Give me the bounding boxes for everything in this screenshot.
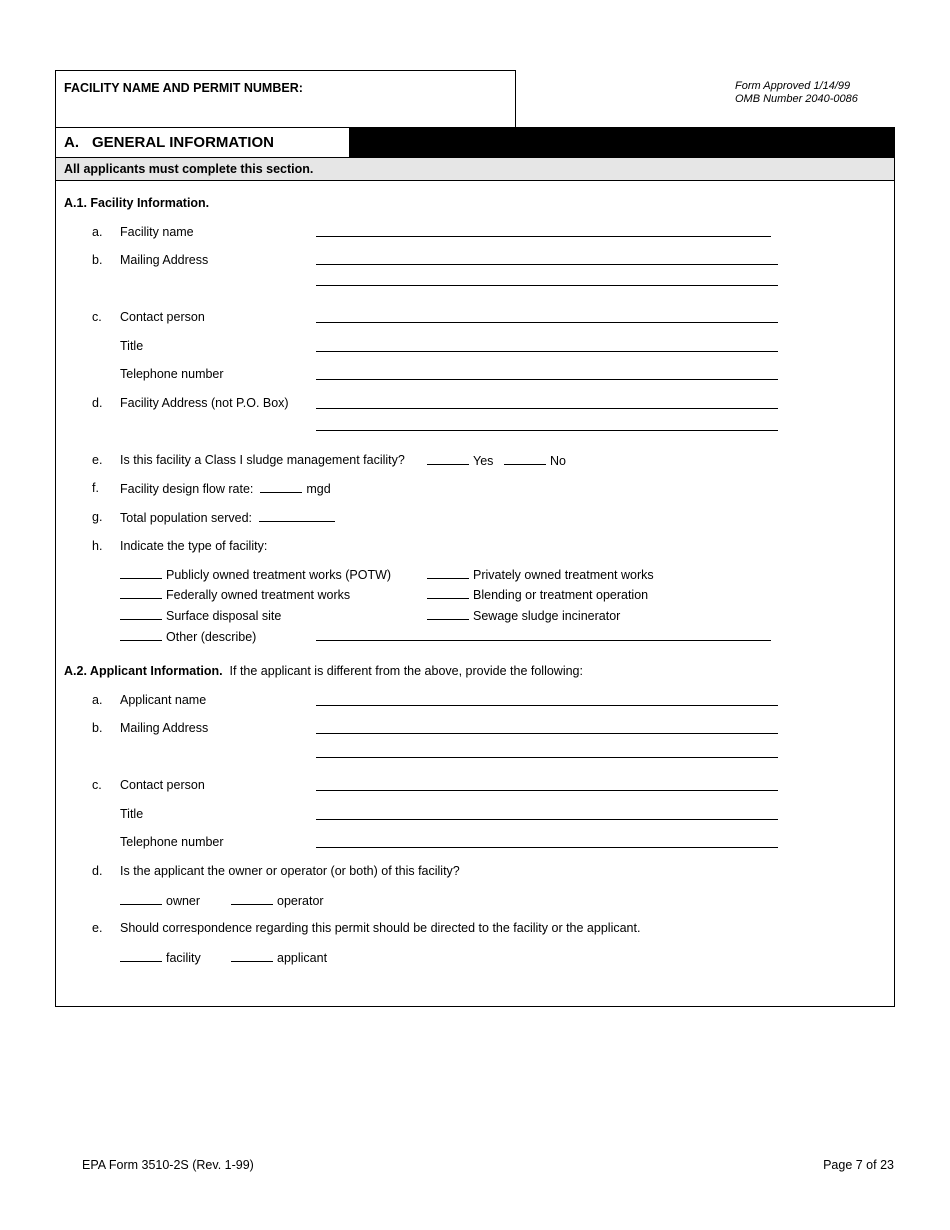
design-flow-text: Facility design flow rate: bbox=[120, 482, 254, 496]
type-surface-label: Surface disposal site bbox=[166, 609, 282, 623]
owner-operator-question: Is the applicant the owner or operator (or both) of this facility? bbox=[120, 864, 460, 878]
facility-address-input-2[interactable] bbox=[316, 430, 778, 431]
class-one-no-blank[interactable] bbox=[504, 453, 546, 465]
facility-option[interactable] bbox=[120, 950, 201, 966]
title-input[interactable] bbox=[316, 351, 778, 352]
applicant-option-label: applicant bbox=[277, 951, 328, 965]
mailing-address-input-2[interactable] bbox=[316, 285, 778, 286]
type-federal-label: Federally owned treatment works bbox=[166, 588, 351, 602]
a2-heading: A.2. Applicant Information. bbox=[64, 664, 223, 678]
type-blending-label: Blending or treatment operation bbox=[473, 588, 649, 602]
telephone-label: Telephone number bbox=[120, 367, 224, 381]
type-private-blank[interactable] bbox=[427, 567, 469, 579]
applicant-telephone-label: Telephone number bbox=[120, 835, 224, 849]
applicant-blank[interactable] bbox=[231, 950, 273, 962]
type-other-label: Other (describe) bbox=[166, 630, 257, 644]
class-one-question: Is this facility a Class I sludge management facility? bbox=[120, 453, 405, 467]
type-potw-label: Publicly owned treatment works (POTW) bbox=[166, 568, 392, 582]
type-blending-blank[interactable] bbox=[427, 587, 469, 599]
applicant-mailing-label: Mailing Address bbox=[120, 721, 209, 735]
population-input[interactable] bbox=[259, 510, 335, 522]
class-one-no-option[interactable] bbox=[504, 453, 566, 469]
contact-person-label: Contact person bbox=[120, 310, 205, 324]
design-flow-label bbox=[120, 481, 331, 497]
yes-label: Yes bbox=[473, 454, 494, 468]
type-surface-blank[interactable] bbox=[120, 608, 162, 620]
type-federal-option[interactable] bbox=[120, 587, 350, 603]
applicant-option[interactable] bbox=[231, 950, 327, 966]
applicant-name-label: Applicant name bbox=[120, 693, 207, 707]
operator-label: operator bbox=[277, 894, 324, 908]
a1-g-letter: g. bbox=[92, 510, 103, 524]
form-approved-text: Form Approved 1/14/99 bbox=[735, 80, 851, 92]
operator-blank[interactable] bbox=[231, 893, 273, 905]
omb-number-text: OMB Number 2040-0086 bbox=[735, 93, 858, 105]
title-label: Title bbox=[120, 339, 144, 353]
a1-d-letter: d. bbox=[92, 396, 103, 410]
type-potw-blank[interactable] bbox=[120, 567, 162, 579]
type-private-option[interactable] bbox=[427, 567, 654, 583]
a2-intro: If the applicant is different from the above, provide the following: bbox=[229, 664, 583, 678]
type-surface-option[interactable] bbox=[120, 608, 281, 624]
type-other-describe-input[interactable] bbox=[316, 640, 771, 641]
a2-a-letter: a. bbox=[92, 693, 103, 707]
population-label bbox=[120, 510, 335, 526]
facility-type-label: Indicate the type of facility: bbox=[120, 539, 268, 553]
owner-blank[interactable] bbox=[120, 893, 162, 905]
form-id-footer: EPA Form 3510-2S (Rev. 1-99) bbox=[82, 1158, 254, 1172]
class-one-yes-option[interactable] bbox=[427, 453, 493, 469]
type-potw-option[interactable] bbox=[120, 567, 391, 583]
type-other-blank[interactable] bbox=[120, 629, 162, 641]
class-one-yes-blank[interactable] bbox=[427, 453, 469, 465]
a2-b-letter: b. bbox=[92, 721, 103, 735]
section-letter: A. bbox=[64, 134, 79, 151]
page-number: Page 7 of 23 bbox=[823, 1158, 894, 1172]
applicant-title-input[interactable] bbox=[316, 819, 778, 820]
a2-e-letter: e. bbox=[92, 921, 103, 935]
type-other-option[interactable] bbox=[120, 629, 256, 645]
a2-d-letter: d. bbox=[92, 864, 103, 878]
section-header-bar bbox=[349, 128, 894, 157]
applicant-name-input[interactable] bbox=[316, 705, 778, 706]
type-incinerator-option[interactable] bbox=[427, 608, 620, 624]
type-incinerator-blank[interactable] bbox=[427, 608, 469, 620]
applicant-mailing-input-2[interactable] bbox=[316, 757, 778, 758]
facility-address-label: Facility Address (not P.O. Box) bbox=[120, 396, 289, 410]
type-private-label: Privately owned treatment works bbox=[473, 568, 654, 582]
owner-option[interactable] bbox=[120, 893, 200, 909]
a1-f-letter: f. bbox=[92, 481, 99, 495]
mailing-address-input-1[interactable] bbox=[316, 264, 778, 265]
no-label: No bbox=[550, 454, 566, 468]
type-incinerator-label: Sewage sludge incinerator bbox=[473, 609, 621, 623]
facility-name-label: FACILITY NAME AND PERMIT NUMBER: bbox=[64, 81, 303, 95]
type-blending-option[interactable] bbox=[427, 587, 648, 603]
design-flow-input[interactable] bbox=[260, 481, 302, 493]
facility-name-field-label: Facility name bbox=[120, 225, 194, 239]
notice-text: All applicants must complete this section. bbox=[64, 162, 314, 176]
a1-a-letter: a. bbox=[92, 225, 103, 239]
facility-name-input[interactable] bbox=[316, 236, 771, 237]
facility-address-input-1[interactable] bbox=[316, 408, 778, 409]
population-text: Total population served: bbox=[120, 511, 253, 525]
contact-person-input[interactable] bbox=[316, 322, 778, 323]
facility-name-box[interactable] bbox=[55, 70, 516, 127]
correspondence-question: Should correspondence regarding this permit should be directed to the facility or the applicant. bbox=[120, 921, 641, 935]
type-federal-blank[interactable] bbox=[120, 587, 162, 599]
a2-c-letter: c. bbox=[92, 778, 102, 792]
section-title: GENERAL INFORMATION bbox=[92, 134, 274, 151]
applicant-contact-label: Contact person bbox=[120, 778, 205, 792]
operator-option[interactable] bbox=[231, 893, 324, 909]
facility-blank[interactable] bbox=[120, 950, 162, 962]
applicant-mailing-input-1[interactable] bbox=[316, 733, 778, 734]
a1-heading: A.1. Facility Information. bbox=[64, 196, 210, 210]
a1-c-letter: c. bbox=[92, 310, 102, 324]
applicant-contact-input[interactable] bbox=[316, 790, 778, 791]
a2-heading-row bbox=[64, 664, 583, 679]
applicant-title-label: Title bbox=[120, 807, 144, 821]
mailing-address-label: Mailing Address bbox=[120, 253, 209, 267]
mgd-unit: mgd bbox=[306, 482, 331, 496]
a1-h-letter: h. bbox=[92, 539, 103, 553]
applicant-telephone-input[interactable] bbox=[316, 847, 778, 848]
a1-b-letter: b. bbox=[92, 253, 103, 267]
telephone-input[interactable] bbox=[316, 379, 778, 380]
a1-e-letter: e. bbox=[92, 453, 103, 467]
owner-label: owner bbox=[166, 894, 201, 908]
facility-option-label: facility bbox=[166, 951, 201, 965]
